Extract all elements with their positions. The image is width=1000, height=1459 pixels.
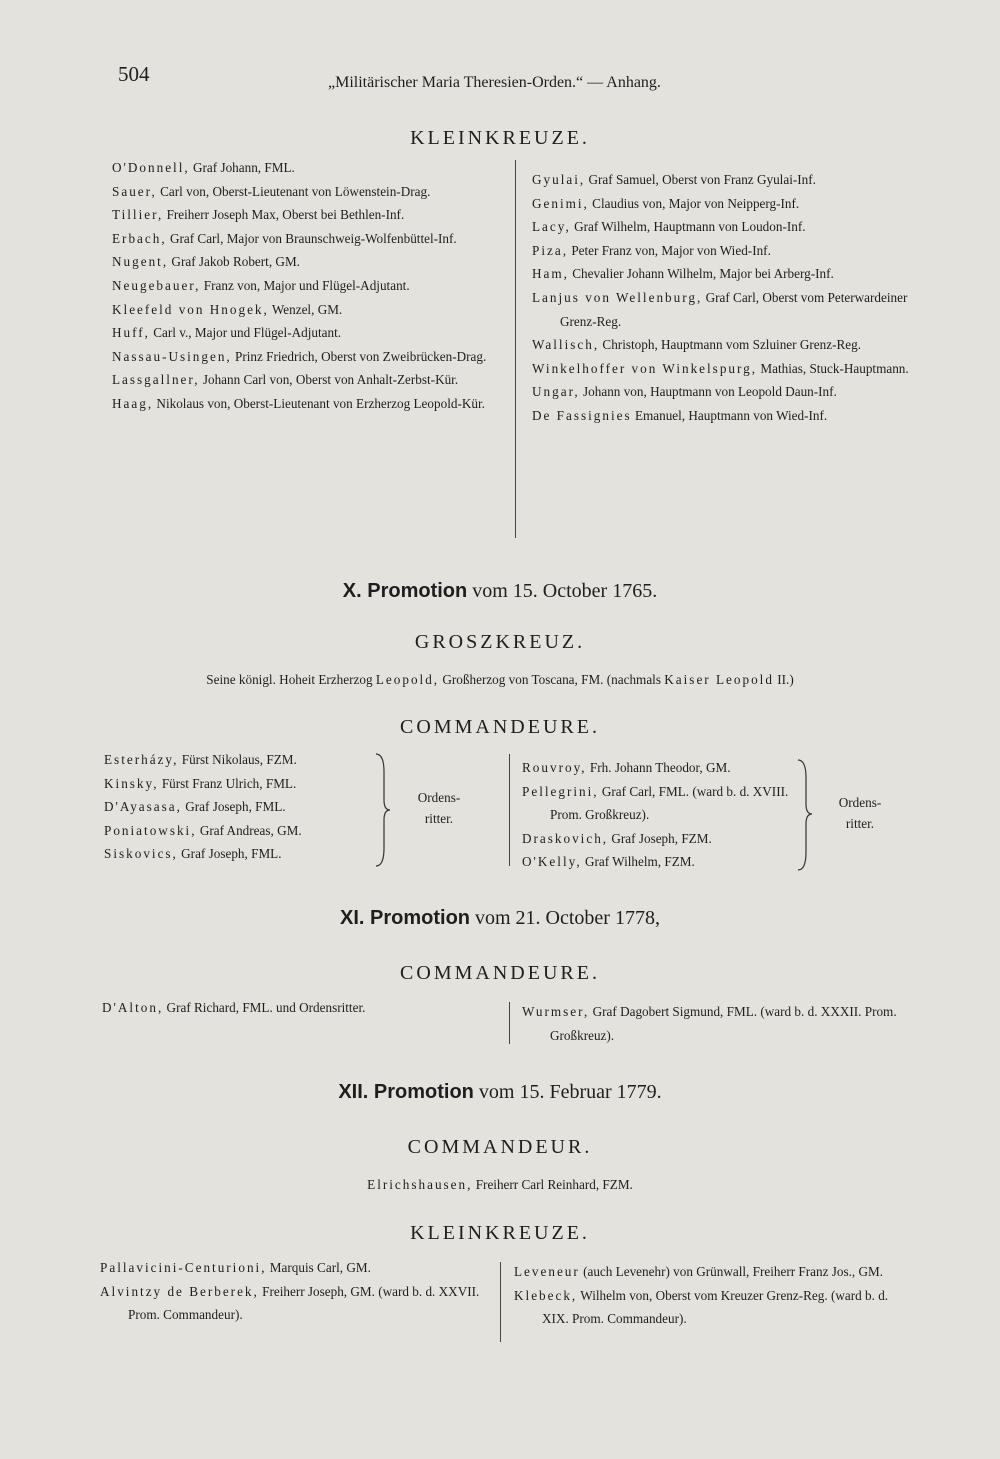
ordensritter-label-left: Ordens- ritter. [417, 790, 461, 826]
list-item: Wallisch, Christoph, Hauptmann vom Szluiner Grenz-Reg. [532, 337, 861, 353]
list-item: Piza, Peter Franz von, Major von Wied-Inf. [532, 242, 771, 258]
list-item: Pellegrini, Graf Carl, FML. (ward b. d. XVIII. Prom. Großkreuz). [522, 783, 789, 823]
list-item: Sauer, Carl von, Oberst-Lieutenant von Löwenstein-Drag. [112, 183, 431, 199]
list-item: Ungar, Johann von, Hauptmann von Leopold Daun-Inf. [532, 384, 837, 400]
list-item: Lacy, Graf Wilhelm, Hauptmann von Loudon-Inf. [532, 219, 806, 235]
kleinkreuze-xii-left-column [100, 1256, 492, 1327]
commandeure-xi-left-column [102, 996, 492, 1020]
list-item: Poniatowski, Graf Andreas, GM. [104, 822, 302, 838]
list-item: Tillier, Freiherr Joseph Max, Oberst bei Bethlen-Inf. [112, 207, 405, 223]
list-item: Leveneur (auch Levenehr) von Grünwall, Freiherr Franz Jos., GM. [514, 1264, 884, 1279]
section-heading-commandeure-xi: COMMANDEURE. [400, 962, 600, 984]
commandeure-x-right-column [522, 756, 814, 874]
section-heading-grosskreuz: GROSZKREUZ. [414, 631, 586, 653]
commandeure-x-left-column [104, 748, 394, 866]
section-heading-commandeure-x: COMMANDEURE. [400, 716, 600, 738]
section-heading-kleinkreuze-xii: KLEINKREUZE. [410, 1222, 590, 1244]
commandeure-xi-right-column [522, 1000, 907, 1047]
list-item: Alvintzy de Berberek, Freiherr Joseph, GM. (ward b. d. XXVII. Prom. Commandeur). [100, 1283, 480, 1323]
list-item: Genimi, Claudius von, Major von Neipperg-Inf. [532, 195, 800, 211]
list-item: Kleefeld von Hnogek, Wenzel, GM. [112, 301, 343, 317]
list-item: Lassgallner, Johann Carl von, Oberst von Anhalt-Zerbst-Kür. [112, 372, 459, 388]
list-item: Draskovich, Graf Joseph, FZM. [522, 830, 712, 846]
list-item: Huff, Carl v., Major und Flügel-Adjutant. [112, 325, 342, 341]
page-number: 504 [118, 62, 150, 86]
list-item: Klebeck, Wilhelm von, Oberst vom Kreuzer Grenz-Reg. (ward b. d. XIX. Prom. Commandeur). [514, 1287, 889, 1327]
promotion-heading-x: X. Promotion vom 15. October 1765. [342, 580, 658, 602]
list-item: Gyulai, Graf Samuel, Oberst von Franz Gyulai-Inf. [532, 172, 816, 187]
column-divider [515, 160, 516, 538]
section-heading-commandeur: COMMANDEUR. [407, 1136, 593, 1158]
list-item: Nassau-Usingen, Prinz Friedrich, Oberst von Zweibrücken-Drag. [112, 348, 487, 364]
commandeur-entry: Elrichshausen, Freiherr Carl Reinhard, FZM. [367, 1177, 633, 1192]
list-item: De Fassignies Emanuel, Hauptmann von Wied-Inf. [532, 407, 828, 423]
column-divider [509, 754, 510, 866]
list-item: Pallavicini-Centurioni, Marquis Carl, GM. [100, 1260, 371, 1275]
kleinkreuze-left-column [112, 156, 510, 416]
curly-brace-icon [372, 752, 392, 868]
list-item: Ham, Chevalier Johann Wilhelm, Major bei Arberg-Inf. [532, 266, 834, 282]
list-item: Erbach, Graf Carl, Major von Braunschweig-Wolfenbüttel-Inf. [112, 230, 457, 246]
list-item: O'Donnell, Graf Johann, FML. [112, 160, 295, 175]
list-item: Kinsky, Fürst Franz Ulrich, FML. [104, 775, 297, 791]
list-item: Lanjus von Wellenburg, Graf Carl, Oberst vom Peterwardeiner Grenz-Reg. [532, 289, 908, 329]
list-item: O'Kelly, Graf Wilhelm, FZM. [522, 854, 695, 870]
promotion-heading-xi: XI. Promotion vom 21. October 1778, [340, 907, 660, 929]
list-item: Wurmser, Graf Dagobert Sigmund, FML. (ward b. d. XXXII. Prom. Großkreuz). [522, 1004, 897, 1043]
list-item: Esterházy, Fürst Nikolaus, FZM. [104, 752, 297, 767]
list-item: Haag, Nikolaus von, Oberst-Lieutenant von Erzherzog Leopold-Kür. [112, 395, 485, 411]
curly-brace-icon [794, 758, 814, 872]
list-item: Rouvroy, Frh. Johann Theodor, GM. [522, 760, 731, 775]
list-item: Nugent, Graf Jakob Robert, GM. [112, 254, 300, 270]
running-header [118, 62, 800, 92]
promotion-heading-xii: XII. Promotion vom 15. Februar 1779. [338, 1081, 662, 1103]
list-item: Winkelhoffer von Winkelspurg, Mathias, Stuck-Hauptmann. [532, 360, 909, 376]
running-title: „Militärischer Maria Theresien-Orden.“ — Anhang. [328, 74, 661, 91]
column-divider [509, 1002, 510, 1044]
list-item: Neugebauer, Franz von, Major und Flügel-Adjutant. [112, 277, 410, 293]
section-heading-kleinkreuze: KLEINKREUZE. [410, 127, 590, 149]
list-item: Siskovics, Graf Joseph, FML. [104, 846, 282, 862]
kleinkreuze-right-column [532, 168, 922, 428]
ordensritter-label-right: Ordens- ritter. [838, 795, 882, 831]
grosskreuz-entry: Seine königl. Hoheit Erzherzog Leopold, Großherzog von Toscana, FM. (nachmals Kaiser Leopold II.) [206, 672, 794, 687]
list-item: D'Ayasasa, Graf Joseph, FML. [104, 799, 286, 815]
kleinkreuze-xii-right-column [514, 1260, 906, 1331]
list-item: D'Alton, Graf Richard, FML. und Ordensritter. [102, 1000, 366, 1015]
column-divider [500, 1262, 501, 1342]
